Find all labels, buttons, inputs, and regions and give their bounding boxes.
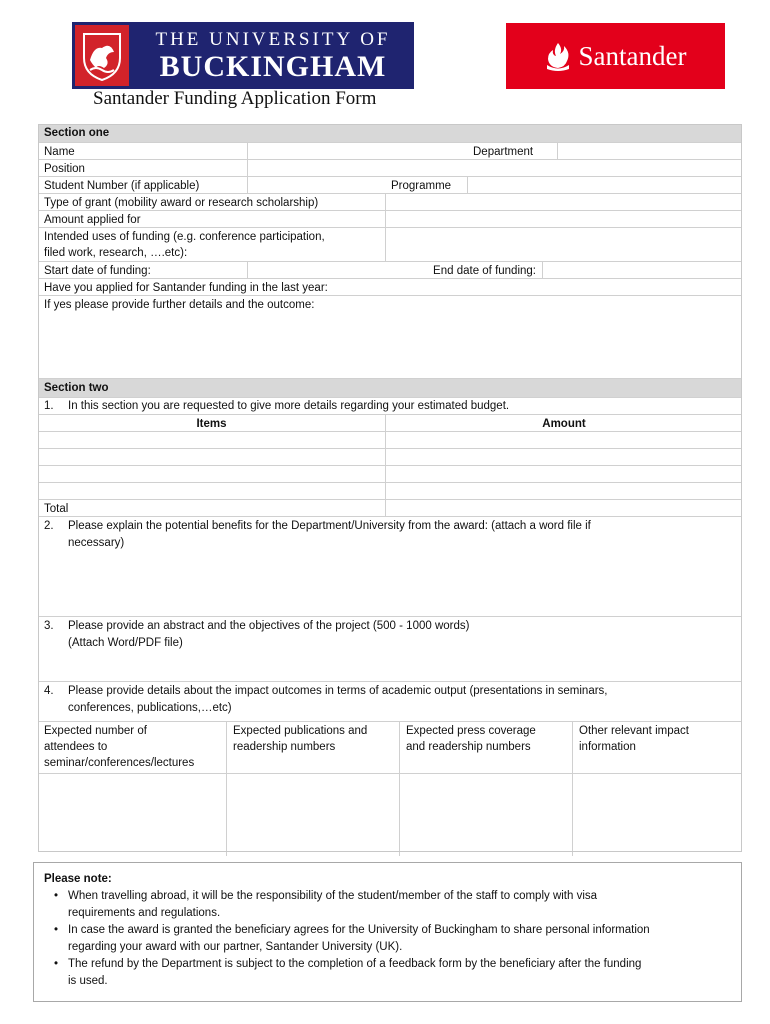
bullet-icon: • [53,958,59,970]
application-form [38,124,742,856]
impact-col-publications-line1: Expected publications and [233,725,368,737]
q3-text-line2: (Attach Word/PDF file) [68,637,183,649]
student-number-field[interactable] [247,177,385,193]
press-field[interactable] [399,774,572,856]
attendees-field[interactable] [38,774,226,856]
q3-number: 3. [44,620,54,632]
intended-uses-label [38,228,385,261]
note-bullet-line: In case the award is granted the beneficiary agrees for the University of Buckingham to share personal information [68,924,650,936]
note-bullet [44,922,731,956]
budget-row [38,466,742,483]
budget-amount-field[interactable] [385,483,742,499]
amount-label: Amount applied for [44,214,141,226]
impact-col-attendees-line2: attendees to [44,741,108,753]
applied-before-row [38,279,742,296]
other-impact-field[interactable] [572,774,742,856]
q1-number: 1. [44,400,54,412]
form-title: Santander Funding Application Form [93,88,377,109]
intended-uses-label-line1: Intended uses of funding (e.g. conference participation, [44,231,325,243]
q2-text-line2: necessary) [68,537,125,549]
note-bullet [44,888,731,922]
department-field[interactable] [557,143,742,159]
section-one-heading: Section one [38,124,742,143]
position-field[interactable] [247,160,742,176]
start-date-label: Start date of funding: [44,265,151,277]
impact-col-publications [226,722,399,773]
grant-type-label: Type of grant (mobility award or research scholarship) [44,197,319,209]
programme-label: Programme [391,180,452,192]
note-bullet-line: requirements and regulations. [68,907,221,919]
amount-header: Amount [385,415,742,431]
impact-col-press-line2: and readership numbers [406,741,531,753]
student-number-row [38,177,742,194]
impact-col-press [399,722,572,773]
q3-row[interactable] [38,617,742,682]
budget-item-field[interactable] [38,483,385,499]
note-bullet-line: regarding your award with our partner, Santander University (UK). [68,941,403,953]
applied-before-label: Have you applied for Santander funding in the last year: [44,282,328,294]
budget-amount-field[interactable] [385,432,742,448]
q2-number: 2. [44,520,54,532]
impact-values-row [38,774,742,856]
q4-text-line2: conferences, publications,…etc) [68,702,232,714]
note-box [33,862,742,1002]
q2-row[interactable] [38,517,742,617]
programme-field[interactable] [467,177,742,193]
budget-total-row [38,500,742,517]
items-header: Items [196,418,227,430]
intended-uses-label-line2: filed work, research, ….etc): [44,247,188,259]
q3-text-line1: Please provide an abstract and the objectives of the project (500 - 1000 words) [68,620,470,632]
bullet-icon: • [53,924,59,936]
name-label: Name [44,146,75,158]
budget-amount-field[interactable] [385,449,742,465]
name-row [38,143,742,160]
impact-col-other-line2: information [579,741,636,753]
start-date-field[interactable] [247,262,402,278]
impact-col-attendees-line1: Expected number of [44,725,147,737]
budget-amount-field[interactable] [385,466,742,482]
university-name-line1: THE UNIVERSITY OF [155,28,391,50]
grant-type-field[interactable] [385,194,742,210]
budget-row [38,432,742,449]
santander-logo [506,23,725,89]
bullet-icon: • [53,890,59,902]
q4-row [38,682,742,722]
total-label: Total [44,503,69,515]
position-row [38,160,742,177]
note-bullet-line: When travelling abroad, it will be the responsibility of the student/member of the staff to comply with visa [68,890,598,902]
note-title: Please note: [44,873,112,885]
budget-item-field[interactable] [38,449,385,465]
santander-wordmark: Santander [578,40,687,71]
budget-row [38,483,742,500]
applied-before-field[interactable] [385,279,742,295]
department-label: Department [473,146,534,158]
impact-col-other-line1: Other relevant impact [579,725,689,737]
santander-flame-icon [545,41,571,71]
publications-field[interactable] [226,774,399,856]
university-name-line2: BUCKINGHAM [159,49,387,83]
impact-header-row [38,722,742,774]
section-two-heading: Section two [38,379,742,398]
q2-text-line1: Please explain the potential benefits for the Department/University from the award: (attach a word file if [68,520,591,532]
budget-item-field[interactable] [38,432,385,448]
q1-row [38,398,742,415]
note-bullet-line: The refund by the Department is subject to the completion of a feedback form by the beneficiary after the funding [68,958,642,970]
details-row[interactable] [38,296,742,379]
grant-type-row [38,194,742,211]
total-amount-field[interactable] [385,500,742,516]
student-number-label: Student Number (if applicable) [44,180,200,192]
impact-col-attendees-line3: seminar/conferences/lectures [44,757,195,769]
end-date-label: End date of funding: [433,265,536,277]
intended-uses-row [38,228,742,262]
details-label: If yes please provide further details and the outcome: [44,299,315,311]
budget-header-row [38,415,742,432]
university-logo [72,22,414,89]
amount-field[interactable] [385,211,742,227]
impact-col-other [572,722,742,773]
end-date-field[interactable] [542,262,742,278]
q1-text: In this section you are requested to give more details regarding your estimated budget. [68,400,510,412]
note-bullet [44,956,731,990]
q4-text-line1: Please provide details about the impact outcomes in terms of academic output (presentations in seminars, [68,685,608,697]
intended-uses-field[interactable] [385,228,742,261]
note-bullet-line: is used. [68,975,108,987]
impact-col-press-line1: Expected press coverage [406,725,536,737]
budget-row [38,449,742,466]
budget-item-field[interactable] [38,466,385,482]
position-label: Position [44,163,85,175]
dates-row [38,262,742,279]
impact-col-attendees [38,722,226,773]
university-crest-icon [72,22,132,89]
impact-col-publications-line2: readership numbers [233,741,336,753]
amount-row [38,211,742,228]
q4-number: 4. [44,685,54,697]
name-field[interactable] [247,143,467,159]
